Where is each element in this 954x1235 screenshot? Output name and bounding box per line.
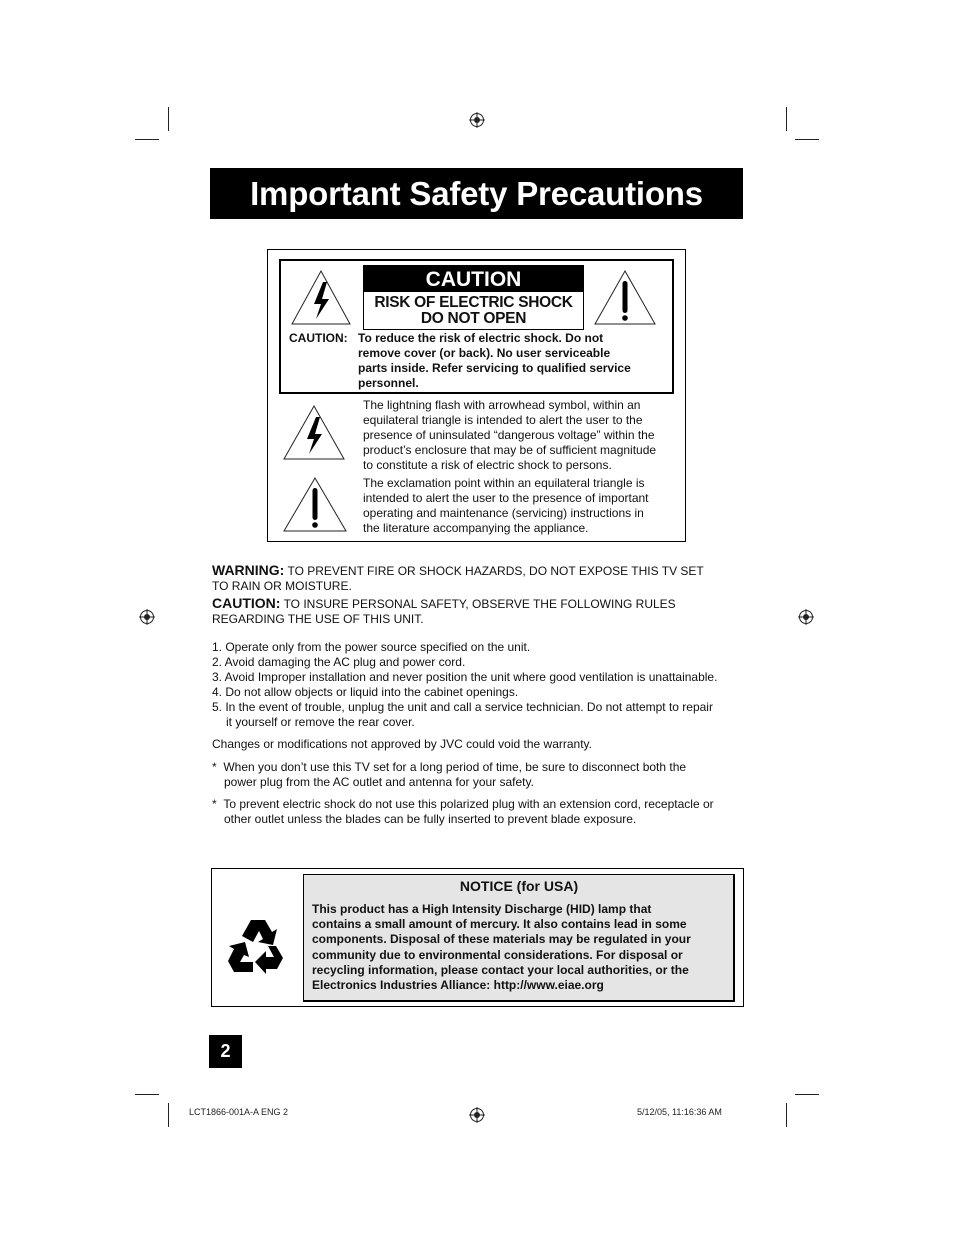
footer-left: LCT1866-001A-A ENG 2	[189, 1107, 289, 1117]
lightning-description: The lightning flash with arrowhead symbol, within an equilateral triangle is intended to alert the user to the presence of uninsulated “dangerous voltage” within the product’s enclosure that may be of sufficient magnitude to constitute a risk of electric shock to persons.	[363, 398, 657, 472]
crop-mark	[795, 1094, 819, 1095]
exclamation-triangle-icon	[282, 476, 348, 533]
caution-note-tag: CAUTION:	[289, 331, 348, 345]
exclamation-triangle-icon	[593, 269, 657, 326]
notice-body: This product has a High Intensity Discharge (HID) lamp that contains a small amount of mercury. It also contains lead in some components. Disposal of these materials may be regulated in your community due to environmental considerations. For disposal or recycling information, please contact your local authorities, or the Electronics Industries Alliance: http://www.eiae.org	[312, 902, 691, 993]
rules-list	[212, 640, 717, 730]
recycle-icon	[226, 916, 290, 976]
crop-mark	[135, 139, 159, 140]
bullet-item: * To prevent electric shock do not use this polarized plug with an extension cord, receptacle or other outlet unless the blades can be fully inserted to prevent blade exposure.	[212, 797, 714, 826]
list-item: 1. Operate only from the power source specified on the unit.	[212, 640, 531, 654]
page-title-bar	[210, 168, 743, 219]
warning-label: WARNING:	[212, 562, 285, 578]
crop-mark	[168, 1103, 169, 1127]
registration-mark-icon	[469, 112, 485, 128]
list-item: 3. Avoid Improper installation and never position the unit where good ventilation is unattainable.	[212, 670, 718, 684]
risk-line-1: RISK OF ELECTRIC SHOCK	[374, 294, 573, 311]
caution-note-text: To reduce the risk of electric shock. Do not remove cover (or back). No user serviceable parts inside. Refer servicing to qualified service personnel.	[358, 331, 631, 390]
notice-title: NOTICE (for USA)	[459, 878, 579, 894]
page-number: 2	[209, 1035, 242, 1068]
list-item: 5. In the event of trouble, unplug the unit and call a service technician. Do not attempt to repair	[212, 700, 713, 714]
list-item: it yourself or remove the rear cover.	[226, 715, 415, 729]
lightning-triangle-icon	[290, 269, 352, 326]
caution-rules-paragraph: CAUTION: TO INSURE PERSONAL SAFETY, OBSERVE THE FOLLOWING RULES REGARDING THE USE OF THIS UNIT.	[212, 595, 676, 626]
registration-mark-icon	[469, 1107, 485, 1123]
exclamation-description: The exclamation point within an equilateral triangle is intended to alert the user to the presence of important operating and maintenance (servicing) instructions in the literature accompanying the appliance.	[363, 476, 649, 535]
crop-mark	[786, 107, 787, 131]
warranty-note: Changes or modifications not approved by JVC could void the warranty.	[212, 737, 592, 751]
crop-mark	[786, 1103, 787, 1127]
lightning-triangle-icon	[282, 404, 346, 461]
caution-rules-label: CAUTION:	[212, 595, 281, 611]
list-item: 4. Do not allow objects or liquid into the cabinet openings.	[212, 685, 519, 699]
warning-paragraph: WARNING: TO PREVENT FIRE OR SHOCK HAZARDS, DO NOT EXPOSE THIS TV SET TO RAIN OR MOISTURE.	[212, 562, 704, 593]
caution-heading: CAUTION	[363, 265, 584, 292]
bullet-item: * When you don’t use this TV set for a long period of time, be sure to disconnect both the power plug from the AC outlet and antenna for your safety.	[212, 760, 687, 789]
risk-line-2: DO NOT OPEN	[420, 310, 527, 327]
page-title: Important Safety Precautions	[250, 174, 703, 212]
registration-mark-icon	[798, 609, 814, 625]
registration-mark-icon	[139, 609, 155, 625]
crop-mark	[135, 1094, 159, 1095]
footer-right: 5/12/05, 11:16:36 AM	[637, 1107, 722, 1117]
list-item: 2. Avoid damaging the AC plug and power cord.	[212, 655, 466, 669]
crop-mark	[795, 139, 819, 140]
crop-mark	[168, 107, 169, 131]
